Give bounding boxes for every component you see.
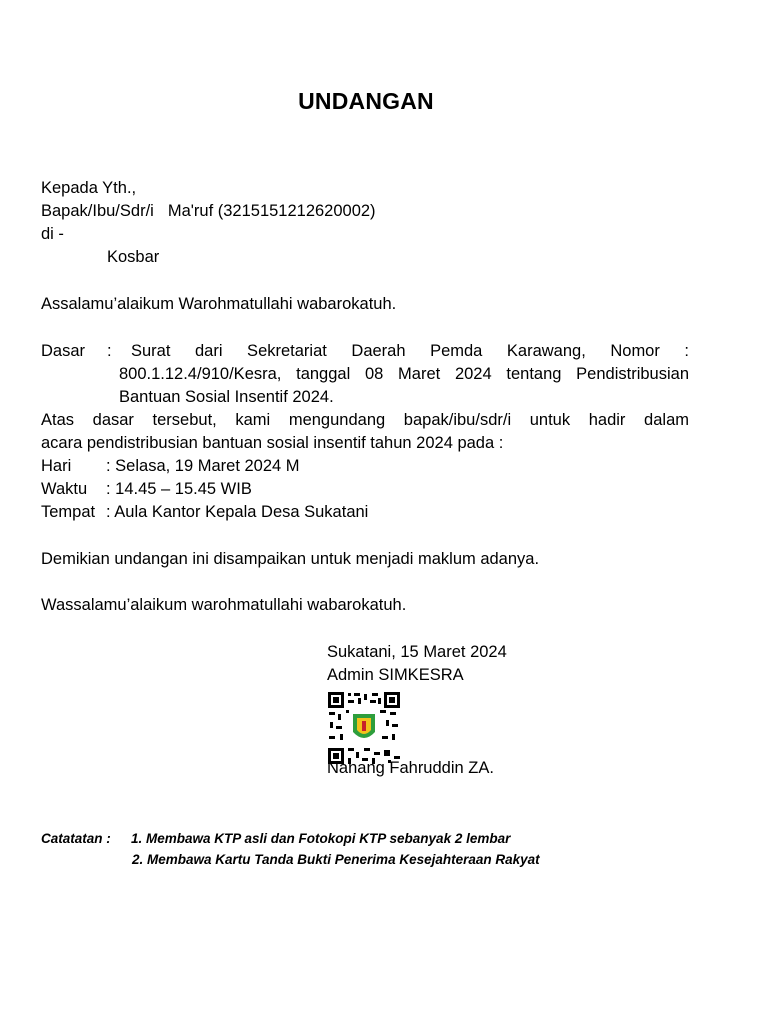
signature-role: Admin SIMKESRA: [327, 666, 464, 684]
recipient-di: di -: [41, 225, 64, 243]
closing-statement: Demikian undangan ini disampaikan untuk menjadi maklum adanya.: [41, 550, 540, 568]
schedule-time-label: Waktu: [41, 480, 88, 498]
qr-code-icon: [328, 692, 400, 764]
notes-label: Catatatan :: [41, 831, 111, 846]
schedule-place-value: : Aula Kantor Kepala Desa Sukatani: [106, 503, 369, 521]
letter-title: UNDANGAN: [298, 88, 434, 114]
opening-greeting: Assalamu’alaikum Warohmatullahi wabarokatuh.: [41, 295, 397, 313]
recipient-salutation: Bapak/Ibu/Sdr/i: [41, 202, 154, 220]
recipient-greeting: Kepada Yth.,: [41, 179, 137, 197]
signature-name: Nanang Fahruddin ZA.: [327, 759, 494, 777]
schedule-time-value: : 14.45 – 15.45 WIB: [106, 480, 252, 498]
basis-separator: :: [107, 342, 112, 360]
recipient-name: Ma'ruf (3215151212620002): [167, 202, 376, 220]
basis-label: Dasar: [41, 342, 86, 360]
schedule-day-label: Hari: [41, 457, 72, 475]
basis-line-2: 800.1.12.4/910/Kesra, tanggal 08 Maret 2024 tentang Pendistribusian: [119, 365, 689, 383]
basis-line-3: Bantuan Sosial Insentif 2024.: [119, 388, 334, 406]
signature-place-date: Sukatani, 15 Maret 2024: [327, 643, 507, 661]
schedule-place-label: Tempat: [41, 503, 96, 521]
recipient-place: Kosbar: [107, 248, 160, 266]
recipient-line: [41, 200, 376, 223]
closing-greeting: Wassalamu’alaikum warohmatullahi wabarokatuh.: [41, 596, 407, 614]
invite-line-2: acara pendistribusian bantuan sosial insentif tahun 2024 pada :: [41, 434, 504, 452]
notes-item-2: 2. Membawa Kartu Tanda Bukti Penerima Kesejahteraan Rakyat: [132, 852, 540, 867]
invite-line-1: Atas dasar tersebut, kami mengundang bapak/ibu/sdr/i untuk hadir dalam: [41, 411, 689, 429]
schedule-day-value: : Selasa, 19 Maret 2024 M: [106, 457, 300, 475]
basis-line-1: Surat dari Sekretariat Daerah Pemda Karawang, Nomor :: [131, 342, 689, 360]
notes-item-1: 1. Membawa KTP asli dan Fotokopi KTP sebanyak 2 lembar: [131, 831, 511, 846]
